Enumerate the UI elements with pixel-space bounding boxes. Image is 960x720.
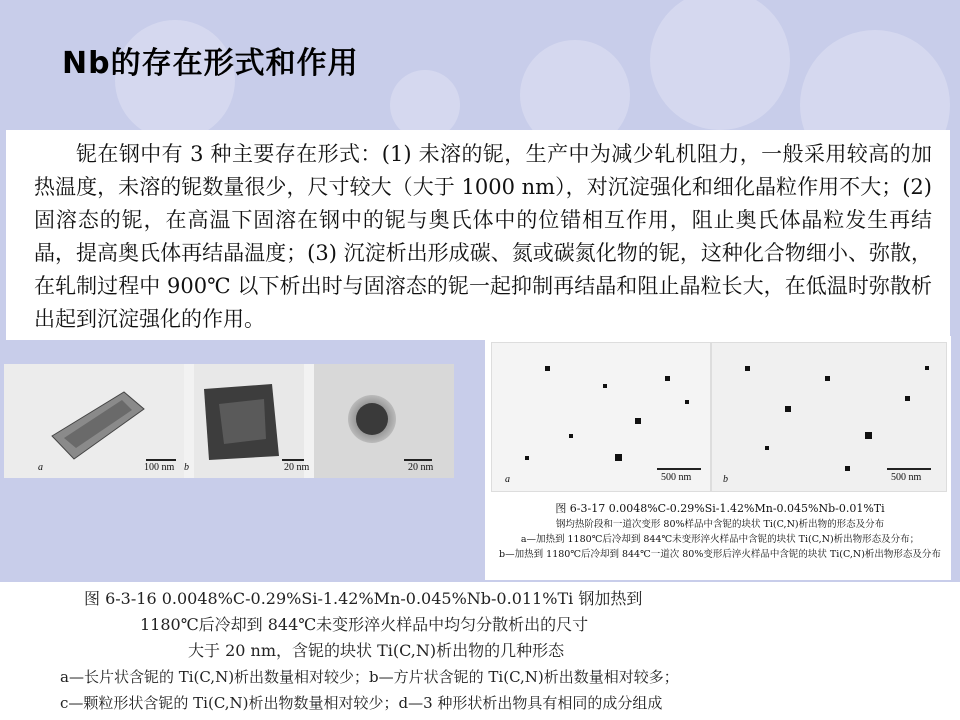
figure-caption-bottom [0, 582, 960, 720]
body-text: 铌在钢中有 3 种主要存在形式：(1) 未溶的铌，生产中为减少轧机阻力，一般采用较高的加热温度，未溶的铌数量很少，尺寸较大（大于 1000 nm），对沉淀强化和细化晶粒作用不大；(2) 固溶态的铌，在高温下固溶在钢中的铌与奥氏体中的位错相互作用，阻止奥氏体晶粒发生再结晶，提高奥氏体再结晶温度；(3) 沉淀析出形成碳、氮或碳氮化物的铌，这种化合物细小、弥散，在轧制过程中 900℃ 以下析出时与固溶态的铌一起抑制再结晶和阻止晶粒长大，在低温时弥散析出起到沉淀强化的作用。 [34, 142, 932, 331]
scale-bar [404, 459, 432, 461]
caption-line: 图 6-3-16 0.0048%C-0.29%Si-1.42%Mn-0.045%Nb-0.011%Ti 钢加热到 [84, 589, 643, 608]
scale-bar [657, 468, 701, 470]
caption-line: 图 6-3-17 0.0048%C-0.29%Si-1.42%Mn-0.045%Nb-0.01%Ti [555, 502, 885, 515]
scale-label: 500 nm [891, 472, 922, 483]
caption-line: b—加热到 1180℃后冷却到 844℃一道次 80%变形后淬火样品中含铌的块状 Ti(C,N)析出物形态及分布 [499, 549, 941, 560]
scale-label: 20 nm [284, 462, 310, 473]
caption-line: 1180℃后冷却到 844℃未变形淬火样品中均匀分散析出的尺寸 [140, 615, 589, 634]
caption-line: 钢均热阶段和一道次变形 80%样品中含铌的块状 Ti(C,N)析出物的形态及分布 [555, 519, 885, 530]
panel-label-a: a [505, 474, 510, 485]
tem-micrographs [4, 364, 454, 478]
caption-line: 大于 20 nm，含铌的块状 Ti(C,N)析出物的几种形态 [188, 641, 565, 660]
panel-label-b: b [723, 474, 728, 485]
scale-bar [887, 468, 931, 470]
caption-line: a—长片状含铌的 Ti(C,N)析出数量相对较少；b—方片状含铌的 Ti(C,N)析出数量相对较多； [60, 668, 679, 686]
caption-line: c—颗粒形状含铌的 Ti(C,N)析出物数量相对较少；d—3 种形状析出物具有相同的成分组成 [60, 694, 663, 712]
scale-bar [146, 459, 176, 461]
scale-label: 20 nm [408, 462, 434, 473]
panel-label-b: b [184, 462, 189, 473]
decor-circle [650, 0, 790, 130]
scale-label: 500 nm [661, 472, 692, 483]
body-text-box [6, 130, 950, 340]
tem-image-strip-left [4, 364, 454, 478]
slide-title: Nb的存在形式和作用 [62, 46, 359, 81]
figure-caption-right [492, 500, 948, 562]
scale-bar [282, 459, 304, 461]
panel-label-a: a [38, 462, 43, 473]
caption-line: a—加热到 1180℃后冷却到 844℃未变形淬火样品中含铌的块状 Ti(C,N)析出物形态及分布； [520, 534, 920, 545]
scale-label: 100 nm [144, 462, 175, 473]
